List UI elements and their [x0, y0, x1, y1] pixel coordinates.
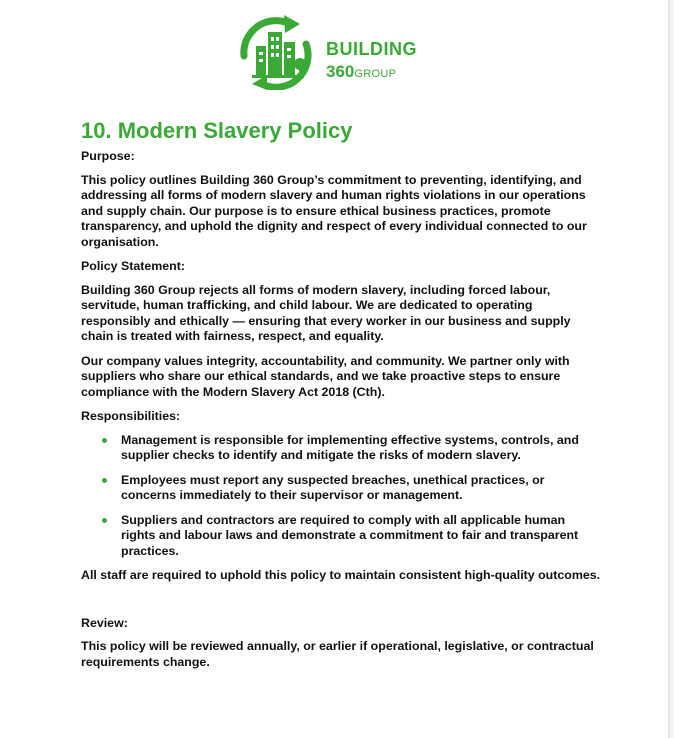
bullet-icon [102, 478, 107, 483]
responsibilities-list [81, 433, 601, 560]
document-body [81, 117, 601, 679]
review-text [81, 639, 601, 670]
list-item-text: Management is responsible for implementing effective systems, controls, and supplier checks to identify and mitigate the risks of modern slavery. [121, 432, 579, 462]
page-title: 10. Modern Slavery Policy [81, 118, 353, 143]
review-text-start: This policy will be reviewed [81, 639, 247, 653]
logo-sub [326, 63, 396, 83]
review-heading: Review: [81, 615, 128, 630]
company-logo [232, 12, 452, 90]
section-spacer [81, 593, 601, 616]
review-text-end: , or earlier if operational, legislative, or contractual requirements change. [81, 639, 594, 669]
list-item-text: Employees must report any suspected breaches, unethical practices, or concerns immediately to their supervisor or management. [121, 472, 545, 502]
modern-slavery-act-reference: Modern Slavery Act 2018 (Cth) [202, 384, 382, 399]
logo-number: 360 [326, 62, 355, 81]
logo-word: BUILDING [326, 39, 417, 59]
purpose-heading: Purpose: [81, 149, 135, 163]
policy-statement-text: Our company values integrity, accountability, and community. We partner only with suppliers who share our ethical standards, and we take proactive steps to ensure compliance with the [81, 353, 570, 399]
list-item [81, 433, 601, 464]
list-item [81, 473, 601, 504]
responsibilities-heading: Responsibilities: [81, 409, 181, 423]
building-recycle-logo-icon [232, 12, 322, 90]
policy-statement-paragraph-1: Building 360 Group rejects all forms of modern slavery, including forced labour, servitude, human trafficking, and child labour. We are dedicated to operating responsibly and ethically — ensuring that every worker in our business and supply chain is treated with fairness, respect, and equality. [81, 282, 571, 343]
policy-statement-heading: Policy Statement: [81, 259, 185, 273]
page-edge-shadow [670, 0, 674, 738]
review-frequency: annually [246, 639, 297, 653]
bullet-icon [102, 438, 107, 443]
purpose-text: This policy outlines Building 360 Group’s commitment to preventing, identifying, and addressing all forms of modern slavery and human rights violations in our operations and supply chain. Our purpose is to ensure ethical business practices, promote transparency, and uphold the dignity and respect of every individual connected to our organisation. [81, 172, 587, 249]
bullet-icon [102, 518, 107, 523]
logo-group: GROUP [354, 68, 397, 80]
policy-statement-paragraph-2 [81, 354, 601, 401]
list-item-text: Suppliers and contractors are required to comply with all applicable human rights and labour laws and demonstrate a commitment to fair and transparent practices. [121, 512, 579, 558]
responsibilities-closing: All staff are required to uphold this policy to maintain consistent high-quality outcomes. [81, 568, 601, 582]
policy-statement-end: . [381, 384, 385, 399]
list-item [81, 513, 601, 560]
